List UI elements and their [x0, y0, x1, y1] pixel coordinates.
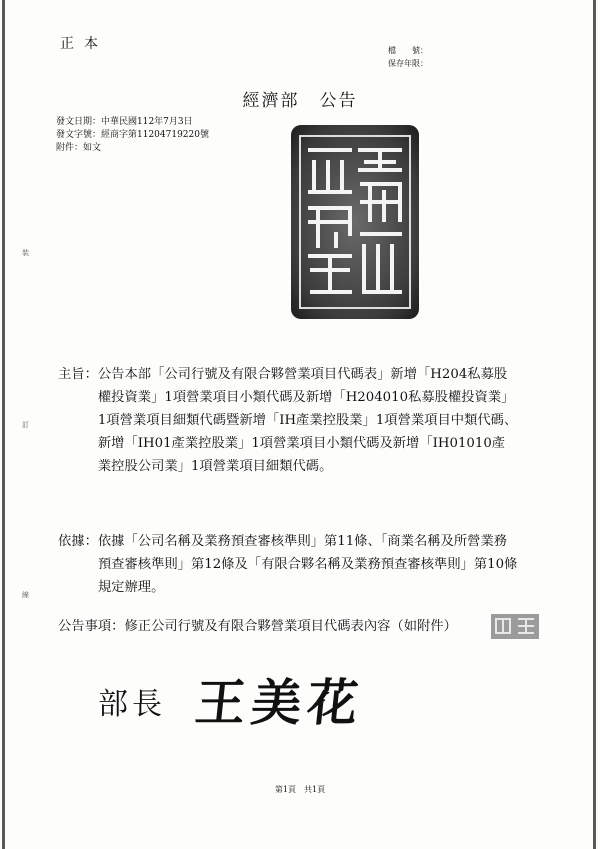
file-number-label: 檔 號：: [388, 46, 428, 55]
basis-section: [58, 530, 518, 599]
copy-mark: 正本: [60, 36, 108, 52]
subject-text: 公告本部「公司行號及有限合夥營業項目代碼表」新增「H204私募股權投資業」1項營業項目小類代碼及新增「H204010私募股權投資業」1項營業項目細類代碼暨新增「IH產業控股業」1項營業項目中類代碼、新增「IH01產業控股業」1項營業項目小類代碼及新增「IH01010產業控股公司業」1項營業項目細類代碼。: [97, 367, 518, 474]
document-title: [0, 86, 600, 111]
minister-signature: 王美花: [192, 673, 367, 732]
basis-label: 依據：: [58, 534, 98, 549]
minister-title: 部長: [98, 687, 166, 722]
page-seal-stamp: [490, 613, 540, 640]
scan-edge-left: [2, 0, 5, 849]
issue-date: 發文日期：中華民國112年7月3日: [56, 117, 193, 127]
binding-mark: 線: [22, 591, 29, 599]
agency-name: 經濟部: [242, 91, 300, 111]
announcement-text: 修正公司行號及有限合夥營業項目代碼表內容（如附件）: [124, 619, 457, 634]
document-number: 發文字號：經商字第11204719220號: [56, 130, 209, 140]
official-seal: [288, 122, 422, 322]
page-number: 第1頁 共1頁: [274, 785, 326, 794]
binding-mark: 訂: [22, 421, 29, 429]
announcement-section: [58, 615, 457, 634]
announcement-label: 公告事項：: [58, 619, 125, 634]
document-meta: [56, 116, 209, 155]
scan-edge-right: [593, 0, 596, 849]
basis-text: 依據「公司名稱及業務預查審核準則」第11條、「商業名稱及所營業務預查審核準則」第12條及「有限合夥名稱及業務預查審核準則」第10條規定辦理。: [97, 534, 518, 595]
binding-mark: 裝: [22, 249, 29, 257]
subject-label: 主旨：: [58, 367, 98, 382]
retention-label: 保存年限：: [388, 59, 428, 68]
subject-section: [58, 363, 518, 478]
file-meta: [388, 44, 428, 70]
document-type: 公告: [319, 91, 358, 111]
attachment-note: 附件：如文: [56, 143, 102, 153]
